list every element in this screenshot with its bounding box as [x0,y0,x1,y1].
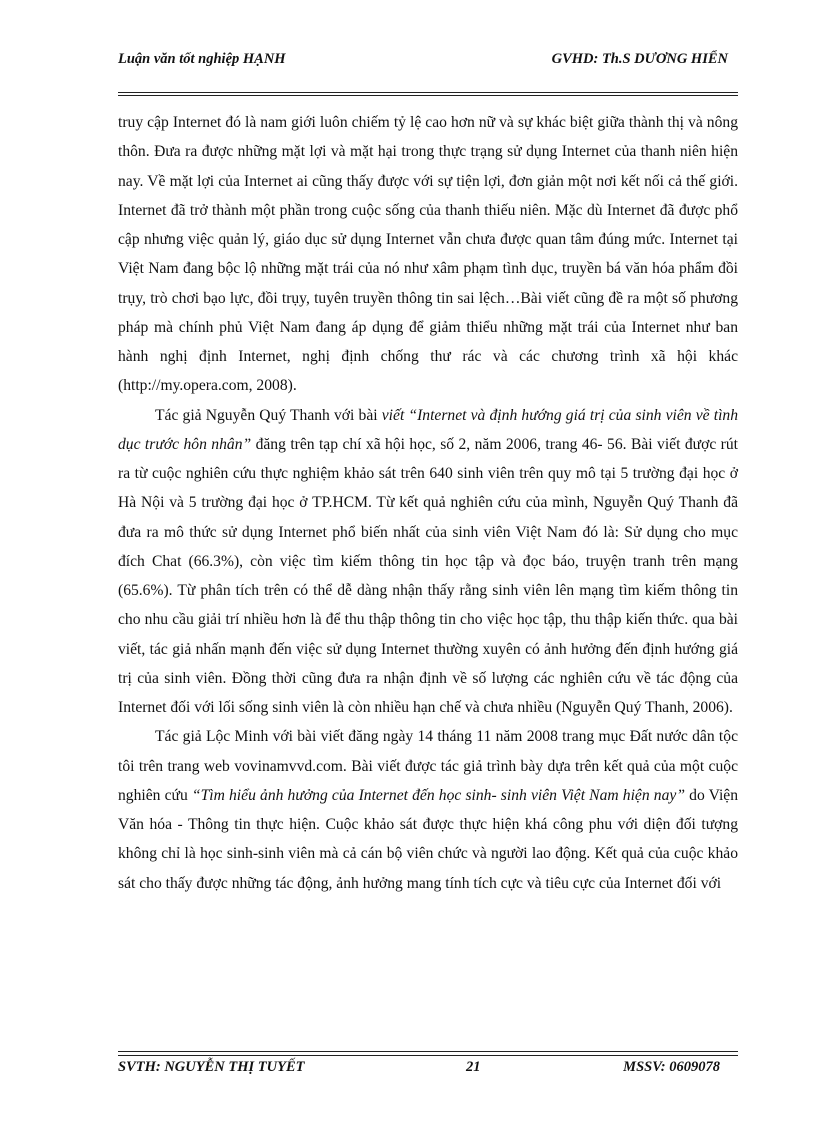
page-number: 21 [466,1059,481,1075]
paragraph-2-article-title: viết “Internet và định hướng giá trị của sinh viên về tình dục trước hôn nhân” [118,406,738,453]
paragraph-1-text: truy cập Internet đó là nam giới luôn chiếm tỷ lệ cao hơn nữ và sự khác biệt giữa thành thị và nông thôn. Đưa ra được những mặt lợi và mặt hại trong thực trạng sử dụng Internet của thanh niên hiện nay. Về mặt lợi của Internet ai cũng thấy được với sự tiện lợi, đơn giản một nơi kết nối cả thế giới. Internet đã trở thành một phần trong cuộc sống của thanh thiếu niên. Mặc dù Internet đã được phổ cập nhưng việc quản lý, giáo dục sử dụng Internet vẫn chưa được quan tâm đúng mức. Internet tại Việt Nam đang bộc lộ những mặt trái của nó như xâm phạm tình dục, truyền bá văn hóa phẩm đồi trụy, trò chơi bạo lực, đồi trụy, tuyên truyền thông tin sai lệch…Bài viết cũng đề ra một số phương pháp mà chính phủ Việt Nam đang áp dụng để giảm thiểu những mặt trái của Internet như ban hành nghị định Internet, nghị định chống thư rác và các chương trình xã hội khác (http://my.opera.com, 2008). [118,114,738,395]
paragraph-1 [118,108,738,401]
footer-rule-inner [118,1055,738,1056]
paragraph-3-study-title: “Tìm hiểu ảnh hưởng của Internet đến học sinh- sinh viên Việt Nam hiện nay” [191,786,685,804]
header-rule [118,92,738,93]
paragraph-3-text-b: do Viện Văn hóa - Thông tin thực hiện. Cuộc khảo sát được thực hiện khá công phu với diện đối tượng không chỉ là học sinh-sinh viên mà cả cán bộ viên chức và người lao động. Kết quả của cuộc khảo sát cho thấy được những tác động, ảnh hưởng mang tính tích cực và tiêu cực của Internet đối với [118,786,738,892]
header-advisor: GVHD: Th.S DƯƠNG HIỂN [551,51,728,67]
page-header [118,50,736,90]
page-footer [118,1058,738,1078]
body-text [118,108,738,898]
footer-student-id: MSSV: 0609078 [623,1059,720,1075]
header-rule-inner [118,95,738,96]
paragraph-2 [118,401,738,723]
paragraph-2-text-a: Tác giả Nguyễn Quý Thanh với bài [155,406,382,424]
paragraph-2-text-b: đăng trên tạp chí xã hội học, số 2, năm 2006, trang 46- 56. Bài viết được rút ra từ cuộc nghiên cứu thực nghiệm khảo sát trên 640 sinh viên trên quy mô tại 5 trường đại học ở Hà Nội và 5 trường đại học ở TP.HCM. Từ kết quả nghiên cứu của mình, Nguyễn Quý Thanh đã đưa ra mô thức sử dụng Internet phổ biến nhất của sinh viên Việt Nam đó là: Sử dụng cho mục đích Chat (66.3%), còn việc tìm kiếm thông tin học tập và đọc báo, truyện tranh trên mạng (65.6%). Từ phân tích trên có thể dễ dàng nhận thấy rằng sinh viên lên mạng tìm kiếm thông tin cho nhu cầu giải trí nhiều hơn là để thu thập thông tin cho việc học tập, thu thập kiến thức. qua bài viết, tác giả nhấn mạnh đến việc sử dụng Internet thường xuyên có ảnh hưởng đến định hướng giá trị của sinh viên. Đồng thời cũng đưa ra nhận định về số lượng các nghiên cứu về tác động của Internet đối với lối sống sinh viên là còn nhiều hạn chế và chưa nhiều (Nguyễn Quý Thanh, 2006). [118,435,738,716]
header-thesis-title: Luận văn tốt nghiệp HẠNH [118,51,286,67]
paragraph-3-text-a: Tác giả Lộc Minh với bài viết đăng ngày 14 tháng 11 năm 2008 trang mục Đất nước dân tộc tôi trên trang web vovinamvvd.com. Bài viết được tác giả trình bày dựa trên kết quả của một cuộc nghiên cứu [118,728,738,804]
footer-student: SVTH: NGUYỄN THỊ TUYẾT [118,1059,305,1075]
paragraph-3 [118,722,738,898]
footer-rule [118,1051,738,1052]
